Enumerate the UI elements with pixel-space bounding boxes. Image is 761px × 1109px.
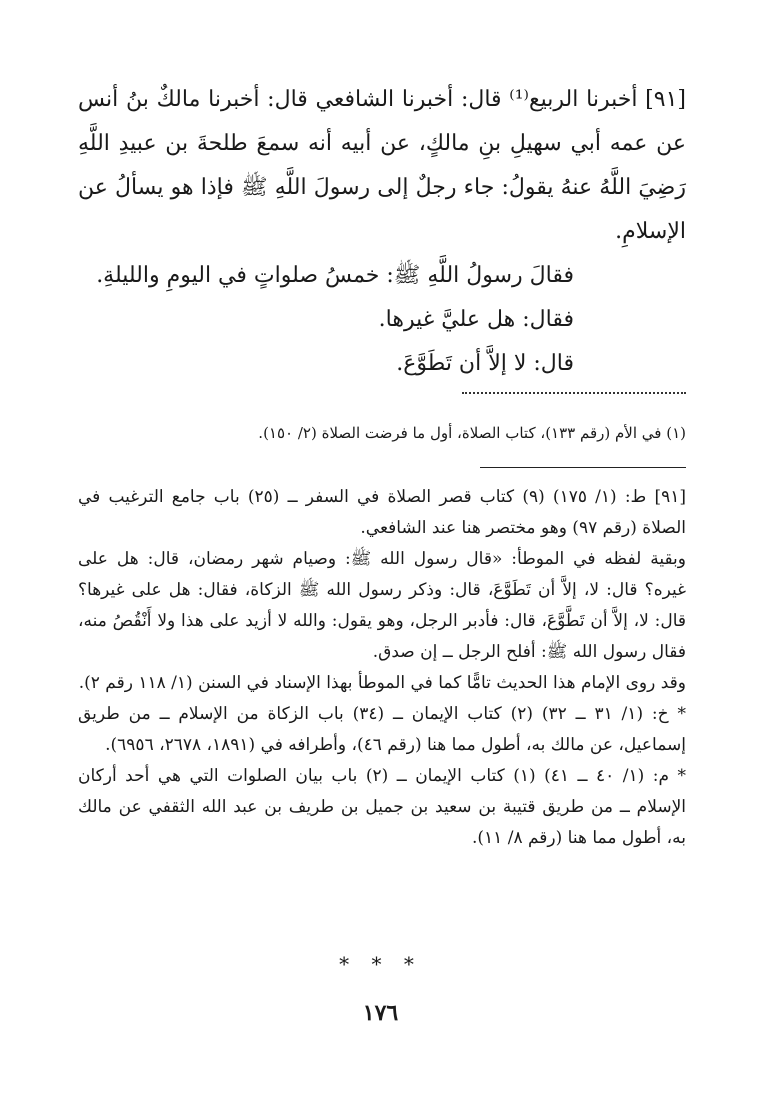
footnote	[78, 420, 686, 446]
section-separator: * * *	[339, 952, 422, 976]
note-sunan: وقد روى الإمام هذا الحديث تامًّا كما في الموطأ بهذا الإسناد في السنن (١/ ١١٨ رقم ٢).	[78, 673, 686, 693]
takhrij-notes	[78, 482, 686, 854]
hadith-text	[78, 78, 686, 386]
page-number: ١٧٦	[362, 1000, 399, 1026]
notes-divider	[480, 467, 686, 468]
note-bukhari: * خ: (١/ ٣١ ــ ٣٢) (٢) كتاب الإيمان ــ (٣٤) باب الزكاة من الإسلام ــ من طريق إسماعيل، عن مالك به، أطول مما هنا (رقم ٤٦)، وأطرافه في (١٨٩١، ٢٦٧٨، ٦٩٥٦).	[78, 704, 686, 755]
note-muwatta: [٩١] ط: (١/ ١٧٥) (٩) كتاب قصر الصلاة في السفر ــ (٢٥) باب جامع الترغيب في الصلاة (رقم ٩٧) وهو مختصر هنا عند الشافعي.	[78, 487, 686, 538]
note-muwatta-rest: وبقية لفظه في الموطأ: «قال رسول الله ﷺ: وصيام شهر رمضان، قال: هل على غيره؟ قال: لا، إلاَّ أن تَطَوَّعَ، قال: وذكر رسول الله ﷺ الزكاة، فقال: هل على غيرها؟ قال: لا، إلاَّ أن تَطَّوَّعَ، قال: فأدبر الرجل، وهو يقول: والله لا أزيد على هذا ولا أَنْقُصُ منه، فقال رسول الله ﷺ: أفلح الرجل ــ إن صدق.	[78, 549, 686, 662]
note-muslim: * م: (١/ ٤٠ ــ ٤١) (١) كتاب الإيمان ــ (٢) باب بيان الصلوات التي هي أحد أركان الإسلام ــ من طريق قتيبة بن سعيد بن جميل بن طريف بن عبد الله الثقفي عن مالك به، أطول مما هنا (رقم ٨/ ١١).	[78, 766, 686, 848]
hadith-line-1: فقالَ رسولُ اللَّهِ ﷺ: خمسُ صلواتٍ في اليومِ والليلةِ.	[96, 263, 574, 288]
hadith-line-2: فقال: هل عليَّ غيرها.	[378, 307, 574, 332]
footnote-divider	[462, 392, 686, 394]
hadith-line-3: قال: لا إلاَّ أن تَطَوَّعَ.	[396, 351, 574, 376]
footnote-1: (١) في الأم (رقم ١٣٣)، كتاب الصلاة، أول ما فرضت الصلاة (٢/ ١٥٠).	[258, 424, 686, 442]
hadith-intro: [٩١] أخبرنا الربيع⁽¹⁾ قال: أخبرنا الشافعي قال: أخبرنا مالكٌ بنُ أنس عن عمه أبي سهيلِ بنِ مالكٍ، عن أبيه أنه سمعَ طلحةَ بن عبيدِ اللَّهِ رَضِيَ اللَّهُ عنهُ يقولُ: جاء رجلٌ إلى رسولَ اللَّهِ ﷺ فإذا هو يسألُ عن الإسلامِ.	[78, 87, 686, 244]
